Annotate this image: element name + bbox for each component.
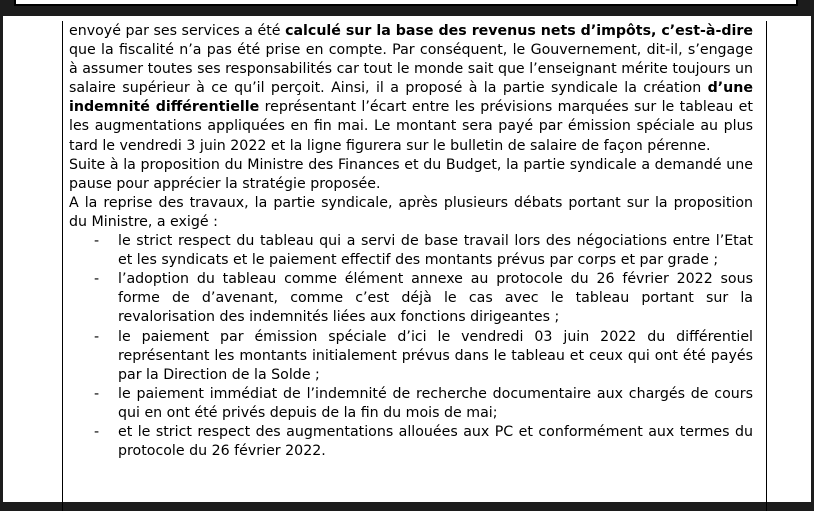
list-item bbox=[69, 232, 753, 270]
header-box-fragment bbox=[14, 0, 798, 6]
list-item-text: le strict respect du tableau qui a servi de base travail lors des négociations entre l’Etat et les syndicats et le paiement effectif des montants prévus par corps et par grade ; bbox=[118, 233, 753, 269]
list-item bbox=[69, 270, 753, 327]
p1-text-c: que la fiscalité n’a pas été prise en compte. Par conséquent, le Gouvernement, dit-il, s’engage à assumer toutes ses responsabilités car tout le monde sait que l’enseignant mérite toujours un salaire supérieur à ce qu’il perçoit. Ainsi, il a proposé à la partie syndicale la création bbox=[69, 42, 753, 97]
p1-bold-indemnite: d’une indemnité différentielle bbox=[69, 80, 753, 116]
list-item bbox=[69, 328, 753, 385]
list-item-text: le paiement par émission spéciale d’ici le vendredi 03 juin 2022 du différentiel représentant les montants initialement prévus dans le tableau et ceux qui ont été payés par la Direction de la Solde ; bbox=[118, 328, 753, 383]
paragraph-indemnite bbox=[69, 22, 753, 156]
dash-bullet: - bbox=[94, 233, 100, 250]
dash-bullet: - bbox=[94, 423, 100, 440]
p1-text-e: représentant l’écart entre les prévisions marquées sur le tableau et les augmentations appliquées en fin mai. Le montant sera payé par émission spéciale au plus tard le vendredi 3 juin 2022 et la ligne figurera sur le bulletin de salaire de façon pérenne. bbox=[69, 99, 753, 154]
list-item bbox=[69, 423, 753, 461]
dash-bullet: - bbox=[94, 385, 100, 402]
dash-bullet: - bbox=[94, 328, 100, 345]
document-page bbox=[3, 16, 811, 502]
p1-text-a: envoyé par ses services a été bbox=[69, 23, 286, 39]
list-item-text: et le strict respect des augmentations allouées aux PC et conformément aux termes du protocole du 26 février 2022. bbox=[118, 423, 753, 460]
demands-list bbox=[69, 232, 753, 461]
paragraph-pause: Suite à la proposition du Ministre des Finances et du Budget, la partie syndicale a demandé une pause pour apprécier la stratégie proposée. bbox=[69, 156, 753, 192]
list-item bbox=[69, 385, 753, 423]
paragraph-reprise: A la reprise des travaux, la partie syndicale, après plusieurs débats portant sur la proposition du Ministre, a exigé : bbox=[69, 194, 753, 230]
list-item-text: l’adoption du tableau comme élément annexe au protocole du 26 février 2022 sous forme de d’avenant, comme c’est déjà le cas avec le tableau portant sur la revalorisation des indemnités liées aux fonctions dirigeantes ; bbox=[118, 271, 753, 326]
list-item-text: le paiement immédiat de l’indemnité de recherche documentaire aux chargés de cours qui en ont été privés depuis de la fin du mois de mai; bbox=[118, 385, 753, 421]
document-body bbox=[69, 22, 753, 461]
dash-bullet: - bbox=[94, 271, 100, 288]
p1-bold-revenus: calculé sur la base des revenus nets d’impôts, c’est-à-dire bbox=[285, 23, 753, 39]
